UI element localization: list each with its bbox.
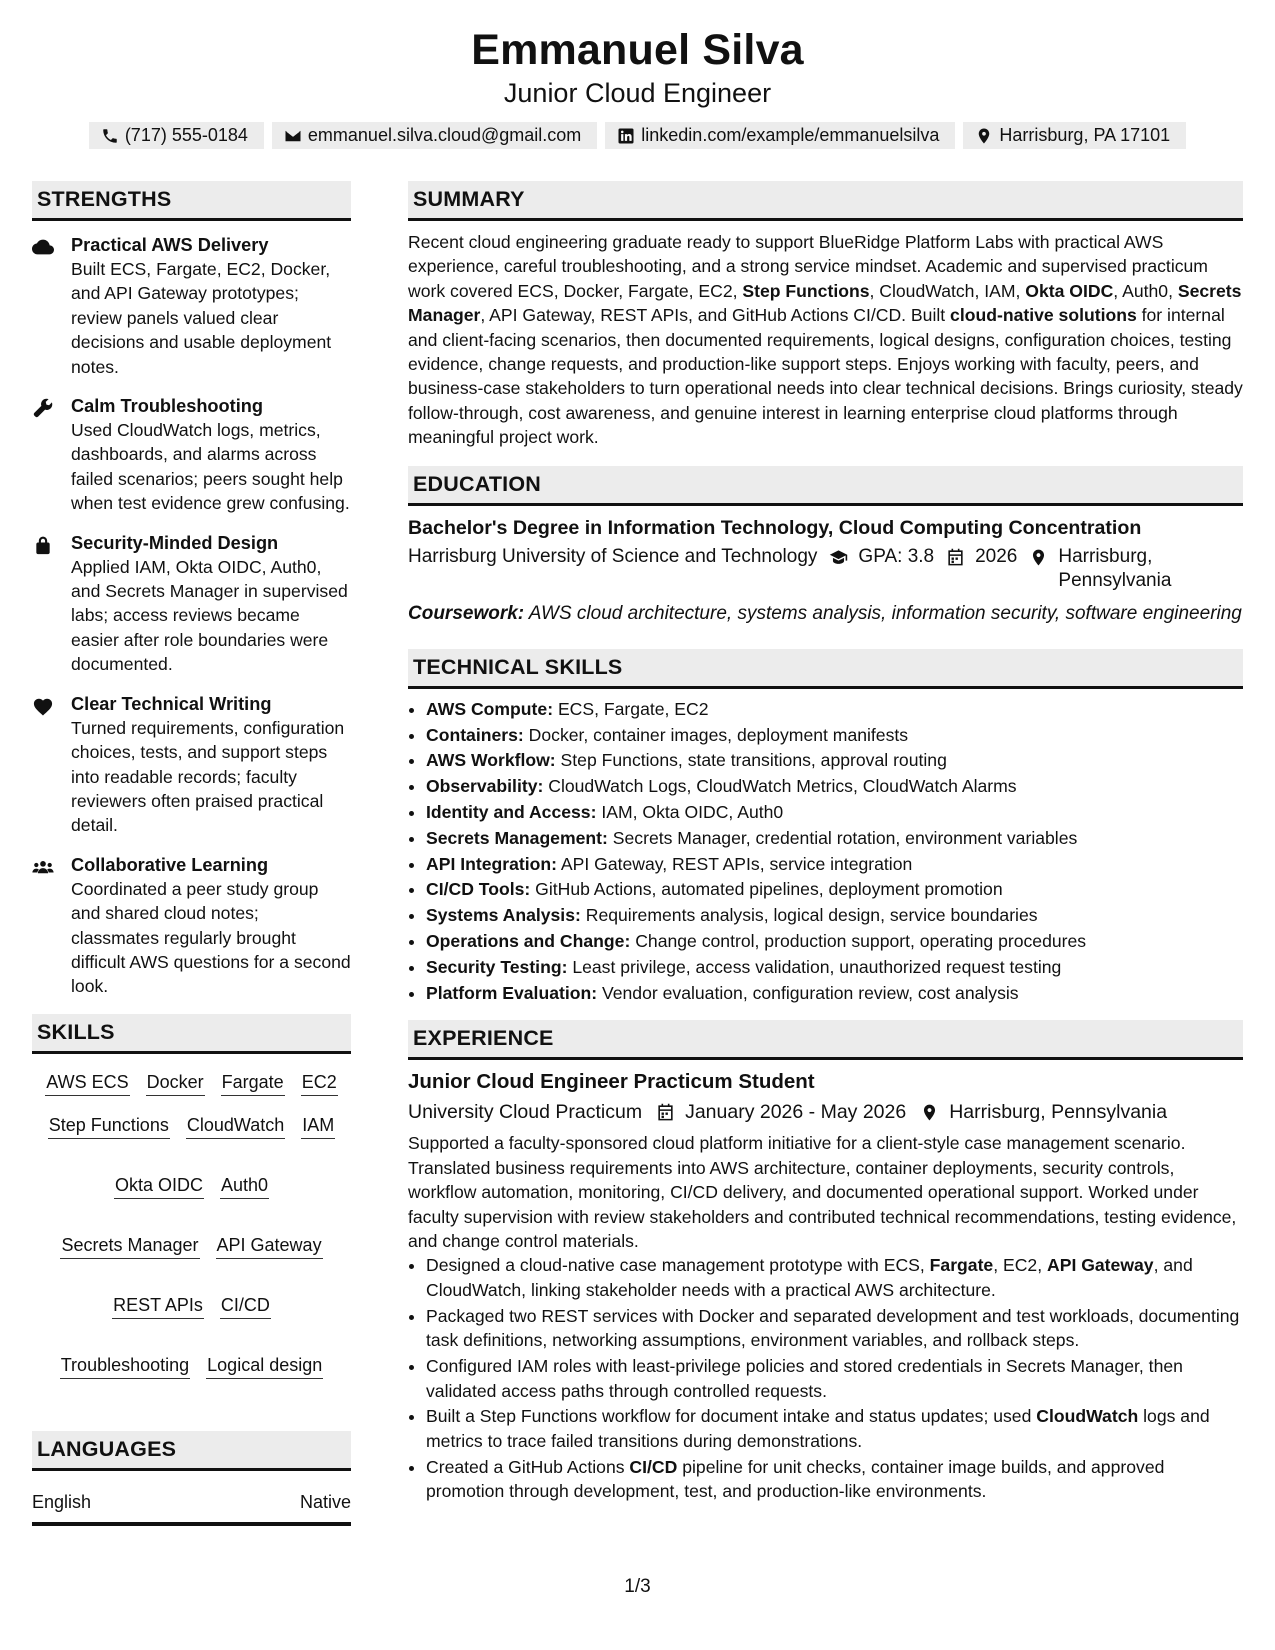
job-dates: January 2026 - May 2026: [685, 1101, 907, 1124]
skill-tag: Troubleshooting: [60, 1353, 190, 1379]
tech-skill-label: Containers:: [426, 724, 524, 745]
tech-skill-label: CI/CD Tools:: [426, 879, 531, 900]
skill-tag: Step Functions: [48, 1113, 170, 1139]
gpa: GPA: 3.8: [858, 545, 935, 567]
map-pin-icon: [1029, 548, 1048, 567]
summary-seg: for internal and client-facing scenarios, then documented requirements, logical designs, configuration choices, testing evidence, change requests, and production-like support steps. Enjoys working with faculty, peers, and business-case stakeholders to turn operational needs into clear technical decisions. Brings curiosity, steady follow-through, cost awareness, and genuine interest in learning enterprise cloud platforms through meaningful project work.: [408, 305, 1243, 448]
school-name: Harrisburg University of Science and Technology: [408, 545, 818, 567]
summary-seg: , API Gateway, REST APIs, and GitHub Actions CI/CD. Built: [480, 305, 951, 326]
tech-skill-item: [426, 774, 1243, 800]
job-bullet: [426, 1354, 1243, 1403]
contact-bar: [0, 122, 1275, 149]
strengths-list: [32, 233, 351, 999]
strength-title: Collaborative Learning: [71, 854, 269, 875]
tech-skill-value: Docker, container images, deployment manifests: [523, 724, 909, 745]
skill-tag: Docker: [146, 1070, 205, 1096]
job-org: University Cloud Practicum: [408, 1101, 643, 1124]
bullet-seg: , EC2,: [993, 1255, 1047, 1276]
tech-skill-label: AWS Compute:: [426, 698, 554, 719]
calendar-icon: [656, 1103, 675, 1122]
tech-skill-label: Security Testing:: [426, 956, 568, 977]
tech-skill-item: [426, 903, 1243, 929]
bullet-seg: Designed a cloud-native case management prototype with ECS,: [426, 1255, 930, 1276]
bullet-seg: logs and metrics to trace failed transitions during demonstrations.: [426, 1406, 1210, 1451]
strength-desc: Used CloudWatch logs, metrics, dashboards, and alarms across failed scenarios; peers sought help when test evidence grew confusing.: [71, 420, 350, 514]
tech-skill-label: Secrets Management:: [426, 827, 608, 848]
bullet-seg: Packaged two REST services with Docker and separated development and test workloads, documenting task definitions, networking assumptions, environment variables, and rollback steps.: [426, 1305, 1240, 1351]
tech-skill-item: [426, 697, 1243, 723]
bullet-seg: Configured IAM roles with least-privilege policies and stored credentials in Secrets Manager, then validated access paths through controlled requests.: [426, 1356, 1183, 1401]
skill-tag: IAM: [301, 1113, 335, 1139]
strength-item: [32, 692, 351, 838]
heart-icon: [32, 696, 54, 716]
tech-skill-value: GitHub Actions, automated pipelines, deployment promotion: [530, 879, 1003, 900]
technical-skills-list: [408, 697, 1243, 1007]
language-row: [32, 1490, 351, 1526]
job-description: Supported a faculty-sponsored cloud platform initiative for a client-style case management scenario. Translated business requirements into AWS architecture, container deployments, security controls, workflow automation, monitoring, CI/CD delivery, and documented operational support. Worked under faculty supervision with review stakeholders and contributed technical recommendations, testing evidence, and change control materials.: [408, 1133, 1237, 1252]
degree-title: Bachelor's Degree in Information Technology, Cloud Computing Concentration: [408, 516, 1142, 539]
education-heading: EDUCATION: [408, 466, 1243, 506]
contact-location: [963, 122, 1186, 149]
tech-skill-item: [426, 800, 1243, 826]
strength-item: [32, 233, 351, 379]
users-icon: [32, 857, 54, 877]
tech-skill-label: Identity and Access:: [426, 802, 597, 823]
contact-phone[interactable]: [89, 122, 264, 149]
tech-skill-label: API Integration:: [426, 853, 557, 874]
tech-skill-item: [426, 826, 1243, 852]
skill-tag: Fargate: [221, 1070, 285, 1096]
candidate-role: Junior Cloud Engineer: [503, 78, 772, 108]
strength-item: [32, 531, 351, 677]
tech-skill-item: [426, 748, 1243, 774]
skill-tag: CloudWatch: [186, 1113, 285, 1139]
skill-tag: Logical design: [206, 1353, 323, 1379]
strength-title: Security-Minded Design: [71, 532, 279, 553]
summary-seg-bold: cloud-native solutions: [950, 305, 1137, 326]
tech-skill-value: CloudWatch Logs, CloudWatch Metrics, CloudWatch Alarms: [543, 776, 1017, 797]
strength-title: Clear Technical Writing: [71, 693, 272, 714]
graduation-cap-icon: [829, 548, 848, 567]
language-level: Native: [299, 1491, 351, 1512]
strength-desc: Built ECS, Fargate, EC2, Docker, and API Gateway prototypes; review panels valued clear decisions and usable deployment notes.: [71, 259, 332, 377]
bullet-seg: Created a GitHub Actions: [426, 1456, 630, 1477]
contact-phone-text: (717) 555-0184: [124, 125, 248, 145]
bullet-seg-bold: Fargate: [929, 1255, 994, 1276]
linkedin-icon: [617, 127, 635, 145]
contact-location-text: Harrisburg, PA 17101: [999, 125, 1171, 145]
map-pin-icon: [920, 1103, 939, 1122]
tech-skill-value: Step Functions, state transitions, approval routing: [555, 750, 947, 771]
graduation-year: 2026: [975, 545, 1018, 567]
skill-tag: CI/CD: [220, 1293, 271, 1319]
job-title: Junior Cloud Engineer Practicum Student: [408, 1070, 815, 1094]
technical-skills-heading: TECHNICAL SKILLS: [408, 649, 1243, 689]
job-entry: [408, 1069, 1243, 1503]
education-location: Harrisburg, Pennsylvania: [1058, 545, 1172, 592]
strength-title: Calm Troubleshooting: [71, 396, 263, 417]
summary-seg: Recent cloud engineering graduate ready to support BlueRidge Platform Labs with practical AWS experience, careful troubleshooting, and a strong service mindset. Academic and supervised practicum work covered ECS, Docker, Fargate, EC2,: [408, 232, 1208, 301]
contact-email[interactable]: [272, 122, 597, 149]
job-bullet: [426, 1253, 1243, 1302]
skill-tag: API Gateway: [216, 1233, 323, 1259]
strength-desc: Coordinated a peer study group and shared cloud notes; classmates regularly brought difficult AWS questions for a second look.: [71, 878, 351, 997]
tech-skill-item: [426, 877, 1243, 903]
tech-skill-value: Requirements analysis, logical design, service boundaries: [580, 905, 1038, 926]
bullet-seg: pipeline for unit checks, container image builds, and approved promotion through development, test, and production-like environments.: [426, 1456, 1165, 1502]
calendar-icon: [946, 548, 965, 567]
skill-tag: AWS ECS: [45, 1070, 129, 1096]
job-location: Harrisburg, Pennsylvania: [949, 1101, 1168, 1124]
bullet-seg-bold: API Gateway: [1047, 1255, 1154, 1276]
right-column: [408, 181, 1243, 1505]
bullet-seg-bold: CloudWatch: [1036, 1406, 1139, 1427]
tech-skill-label: AWS Workflow:: [426, 750, 556, 771]
job-bullet: [426, 1455, 1243, 1504]
lock-icon: [32, 535, 54, 555]
contact-linkedin-text: linkedin.com/example/emmanuelsilva: [641, 125, 940, 145]
tech-skill-label: Systems Analysis:: [426, 905, 581, 926]
tech-skill-value: ECS, Fargate, EC2: [553, 698, 709, 719]
skill-tag: Secrets Manager: [60, 1233, 199, 1259]
contact-email-text: emmanuel.silva.cloud@gmail.com: [307, 125, 582, 145]
skill-tag: Okta OIDC: [114, 1173, 204, 1199]
tech-skill-label: Observability:: [426, 776, 544, 797]
job-bullets: [408, 1253, 1243, 1503]
skill-tag: REST APIs: [112, 1293, 204, 1319]
strength-title: Practical AWS Delivery: [71, 235, 269, 255]
strength-desc: Applied IAM, Okta OIDC, Auth0, and Secrets Manager in supervised labs; access reviews became easier after role boundaries were documented.: [71, 556, 348, 675]
map-pin-icon: [975, 127, 993, 145]
skills-tags: [32, 1070, 351, 1379]
summary-seg: , CloudWatch, IAM,: [869, 280, 1026, 301]
summary-seg: , Auth0,: [1113, 280, 1178, 301]
candidate-name: Emmanuel Silva: [471, 26, 804, 74]
summary-text: [408, 230, 1243, 450]
languages-heading: LANGUAGES: [32, 1431, 351, 1471]
skills-heading: SKILLS: [32, 1014, 351, 1054]
strength-item: [32, 853, 351, 999]
coursework: [408, 602, 1243, 626]
tech-skill-item: [426, 852, 1243, 878]
education-entry: [408, 515, 1243, 627]
envelope-icon: [284, 127, 302, 145]
left-column: [32, 181, 351, 1526]
summary-heading: SUMMARY: [408, 181, 1243, 221]
languages-section: [32, 1431, 351, 1526]
tech-skill-value: Least privilege, access validation, unauthorized request testing: [567, 956, 1062, 977]
summary-seg-bold: Secrets Manager: [408, 280, 1242, 326]
cloud-icon: [32, 237, 54, 257]
resume-header: [0, 0, 1275, 149]
tech-skill-item: [426, 929, 1243, 955]
tech-skill-item: [426, 955, 1243, 981]
contact-linkedin[interactable]: [605, 122, 955, 149]
tech-skill-item: [426, 981, 1243, 1007]
coursework-label: Coursework:: [408, 603, 525, 625]
tech-skill-value: Secrets Manager, credential rotation, environment variables: [607, 827, 1078, 848]
job-bullet: [426, 1304, 1243, 1353]
summary-seg-bold: Okta OIDC: [1025, 280, 1114, 301]
coursework-text: AWS cloud architecture, systems analysis, information security, software engineering: [524, 603, 1242, 625]
education-meta: [408, 545, 1243, 594]
skill-tag: EC2: [301, 1070, 338, 1096]
summary-seg-bold: Step Functions: [742, 280, 870, 301]
strength-item: [32, 394, 351, 516]
phone-icon: [101, 127, 119, 145]
page-number: 1/3: [624, 1576, 651, 1597]
tech-skill-value: API Gateway, REST APIs, service integration: [556, 853, 913, 874]
tech-skill-item: [426, 723, 1243, 749]
bullet-seg: , and CloudWatch, linking stakeholder needs with a practical AWS architecture.: [426, 1255, 1193, 1300]
bullet-seg-bold: CI/CD: [629, 1456, 678, 1477]
wrench-icon: [32, 398, 54, 418]
bullet-seg: Built a Step Functions workflow for document intake and status updates; used: [426, 1406, 1037, 1427]
skill-tag: Auth0: [220, 1173, 269, 1199]
tech-skill-value: IAM, Okta OIDC, Auth0: [596, 802, 784, 823]
job-bullet: [426, 1404, 1243, 1453]
language-name: English: [32, 1491, 92, 1512]
strengths-heading: STRENGTHS: [32, 181, 351, 221]
tech-skill-value: Change control, production support, operating procedures: [630, 931, 1087, 952]
strength-desc: Turned requirements, configuration choices, tests, and support steps into readable records; faculty reviewers often praised practical detail.: [71, 717, 345, 836]
job-meta: [408, 1099, 1243, 1125]
tech-skill-label: Platform Evaluation:: [426, 982, 598, 1003]
tech-skill-value: Vendor evaluation, configuration review, cost analysis: [597, 982, 1019, 1003]
experience-heading: EXPERIENCE: [408, 1020, 1243, 1060]
tech-skill-label: Operations and Change:: [426, 931, 631, 952]
